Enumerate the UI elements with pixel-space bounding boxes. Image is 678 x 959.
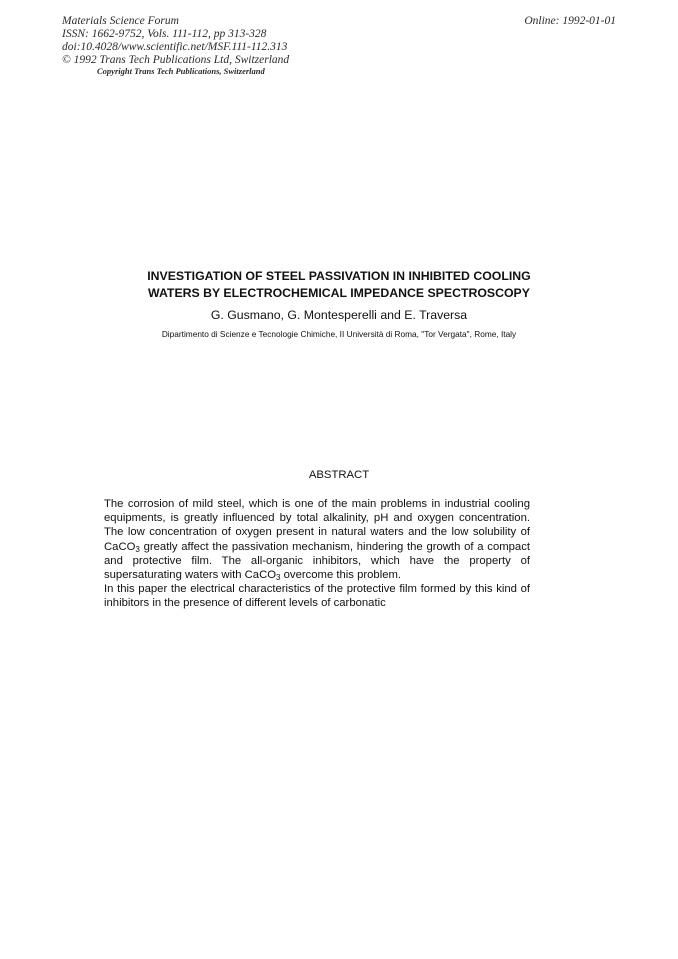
abstract-text-segment: greatly affect the passivation mechanism, hindering the growth of a compact and protective film. The all-organic inhibitors, which have the property of supersaturating waters with CaCO [104, 540, 530, 582]
abstract-text-segment: overcome this problem. [280, 569, 402, 582]
subscript: 3 [135, 544, 140, 554]
abstract-paragraph-2: In this paper the electrical characteristics of the protective film formed by this kind of inhibitors in the presence of different levels of carbonatic [104, 583, 530, 610]
abstract-text-segment: The corrosion of mild steel, which is one of the main problems in industrial cooling equipments, is greatly influenced by total alkalinity, pH and oxygen concentration. The low concentration of oxygen present in natural waters and the low solubility of CaCO [104, 498, 530, 553]
abstract-body [104, 497, 530, 611]
issn-line: ISSN: 1662-9752, Vols. 111-112, pp 313-328 [62, 28, 267, 40]
citation-header [62, 15, 289, 67]
affiliation: Dipartimento di Scienze e Tecnologie Chimiche, II Università di Roma, "Tor Vergata", Rome, Italy [161, 329, 517, 339]
abstract-paragraph-1 [104, 497, 530, 582]
author-list: G. Gusmano, G. Montesperelli and E. Traversa [210, 308, 468, 322]
journal-name: Materials Science Forum [62, 15, 179, 27]
publisher-line: © 1992 Trans Tech Publications Ltd, Switzerland [62, 54, 290, 66]
doi-line[interactable]: doi:10.4028/www.scientific.net/MSF.111-112.313 [62, 41, 288, 53]
copyright-note: Copyright Trans Tech Publications, Switzerland [97, 66, 265, 76]
subscript: 3 [276, 573, 281, 583]
title-line-1: INVESTIGATION OF STEEL PASSIVATION IN INHIBITED COOLING [147, 269, 531, 283]
title-line-2: WATERS BY ELECTROCHEMICAL IMPEDANCE SPECTROSCOPY [148, 286, 530, 300]
paper-title [0, 268, 678, 302]
abstract-heading: ABSTRACT [308, 469, 370, 481]
online-date: Online: 1992-01-01 [524, 15, 616, 27]
